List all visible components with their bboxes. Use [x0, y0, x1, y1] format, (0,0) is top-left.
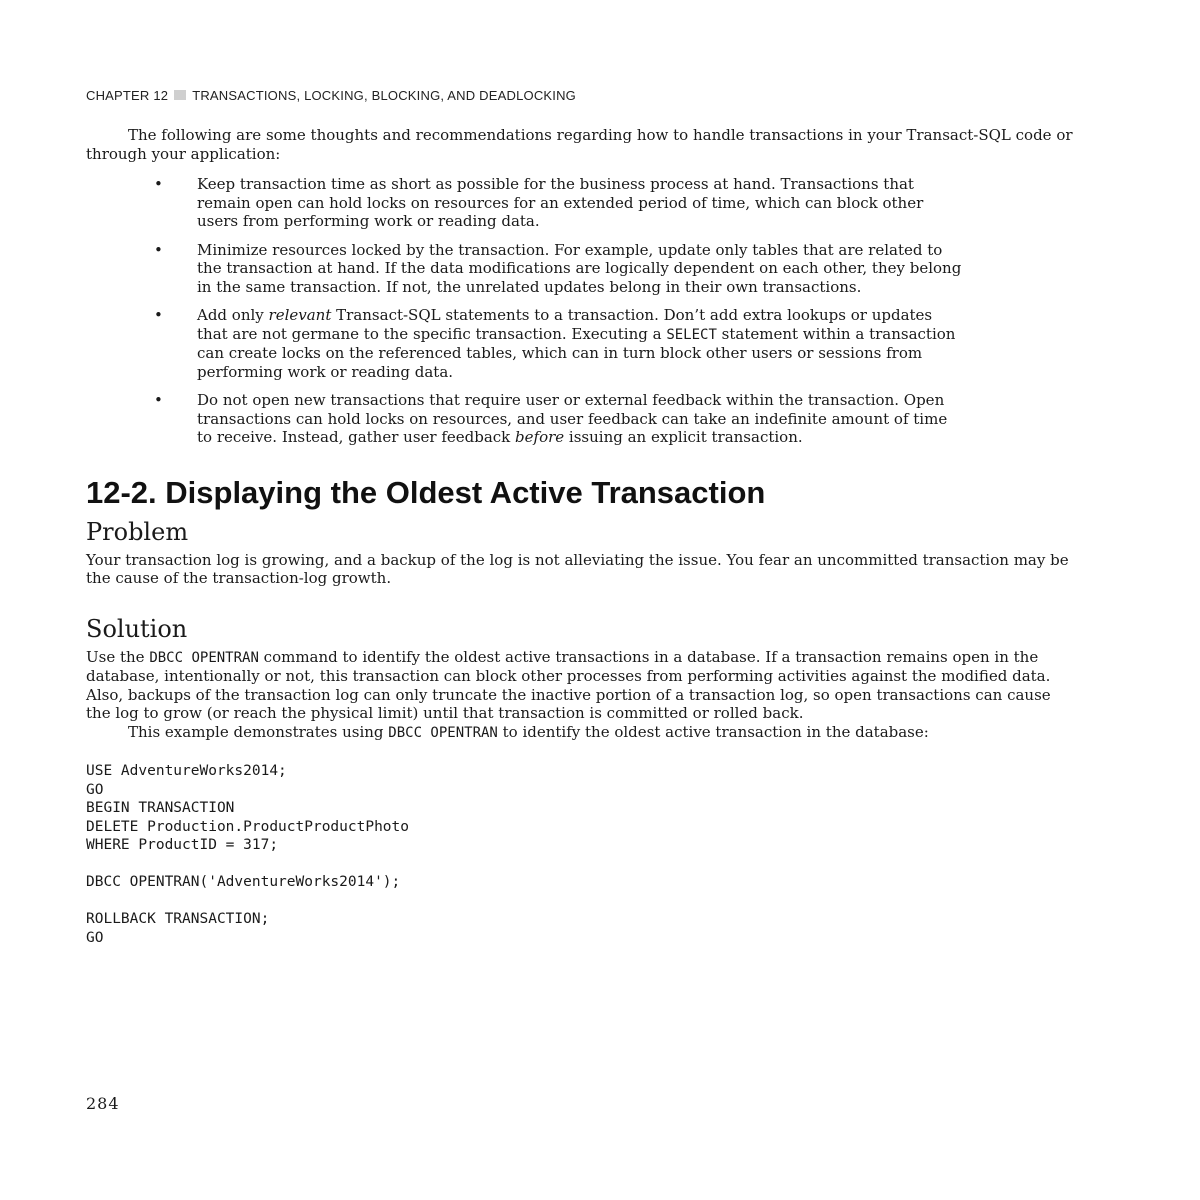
solution-heading: Solution: [86, 614, 188, 643]
solution-paragraph: [86, 648, 1076, 723]
list-item-text-middle: Transact-SQL statements to a transaction. Don’t add extra lookups or updates that are not germane to the specific transaction. Executing a: [197, 306, 933, 343]
chapter-label: CHAPTER 12: [86, 87, 169, 103]
code-listing: USE AdventureWorks2014; GO BEGIN TRANSACTION DELETE Production.ProductProductPhoto WHERE ProductID = 317; DBCC OPENTRAN('AdventureWorks2014'); ROLLBACK TRANSACTION; GO: [86, 763, 410, 946]
list-item-text: Keep transaction time as short as possible for the business process at hand. Transactions that remain open can hold locks on resources for an extended period of time, which can block other users from performing work or reading data.: [197, 175, 924, 230]
bullet-icon: •: [154, 391, 163, 409]
example-text-start: This example demonstrates using: [128, 722, 389, 741]
problem-paragraph: Your transaction log is growing, and a backup of the log is not alleviating the issue. You fear an uncommitted transaction may be the cause of the transaction-log growth.: [86, 550, 1069, 587]
bullet-icon: •: [154, 175, 163, 193]
chapter-title: TRANSACTIONS, LOCKING, BLOCKING, AND DEADLOCKING: [192, 87, 576, 103]
header-separator: [174, 90, 186, 100]
recipe-title: 12-2. Displaying the Oldest Active Transaction: [86, 474, 766, 510]
inline-code: DBCC OPENTRAN: [149, 649, 259, 666]
book-page: [86, 86, 1076, 947]
recommendations-list: [86, 175, 1076, 447]
solution-text-end: command to identify the oldest active transactions in a database. If a transaction remains open in the database, intentionally or not, this transaction can block other processes from performing activities against the modified data. Also, backups of the transaction log can only truncate the inactive portion of a transaction log, so open transactions can cause the log to grow (or reach the physical limit) until that transaction is committed or rolled back.: [86, 647, 1051, 722]
solution-text-start: Use the: [86, 647, 150, 666]
problem-heading: Problem: [86, 517, 189, 546]
example-paragraph: [86, 723, 1076, 743]
bullet-icon: •: [154, 240, 163, 259]
emphasis-text: before: [515, 428, 565, 446]
bullet-icon: •: [154, 306, 163, 324]
list-item: [86, 241, 967, 297]
list-item: [86, 391, 967, 447]
running-head: [86, 86, 1076, 104]
inline-code: DBCC OPENTRAN: [388, 724, 498, 741]
list-item: [86, 306, 967, 381]
list-item-text: Minimize resources locked by the transaction. For example, update only tables that are related to the transaction at hand. If the data modifications are logically dependent on each other, they belong in the same transaction. If not, the unrelated updates belong in their own transactions.: [197, 240, 962, 296]
list-item-text-start: Do not open new transactions that require user or external feedback within the transaction. Open transactions can hold locks on resources, and user feedback can take an indefinite amount of time to receive. Instead, gather user feedback: [197, 391, 948, 446]
list-item: [86, 175, 967, 231]
intro-paragraph: The following are some thoughts and recommendations regarding how to handle transactions in your Transact-SQL code or through your application:: [86, 126, 1073, 163]
list-item-text-end: statement within a transaction can create locks on the referenced tables, which can in turn block other users or sessions from performing work or reading data.: [197, 324, 956, 381]
emphasis-text: relevant: [268, 306, 332, 324]
list-item-text-start: Add only: [197, 306, 269, 324]
list-item-text-end: issuing an explicit transaction.: [564, 428, 803, 446]
example-text-end: to identify the oldest active transaction in the database:: [497, 722, 929, 741]
page-number: 284: [86, 1094, 120, 1113]
inline-code: SELECT: [666, 326, 717, 343]
